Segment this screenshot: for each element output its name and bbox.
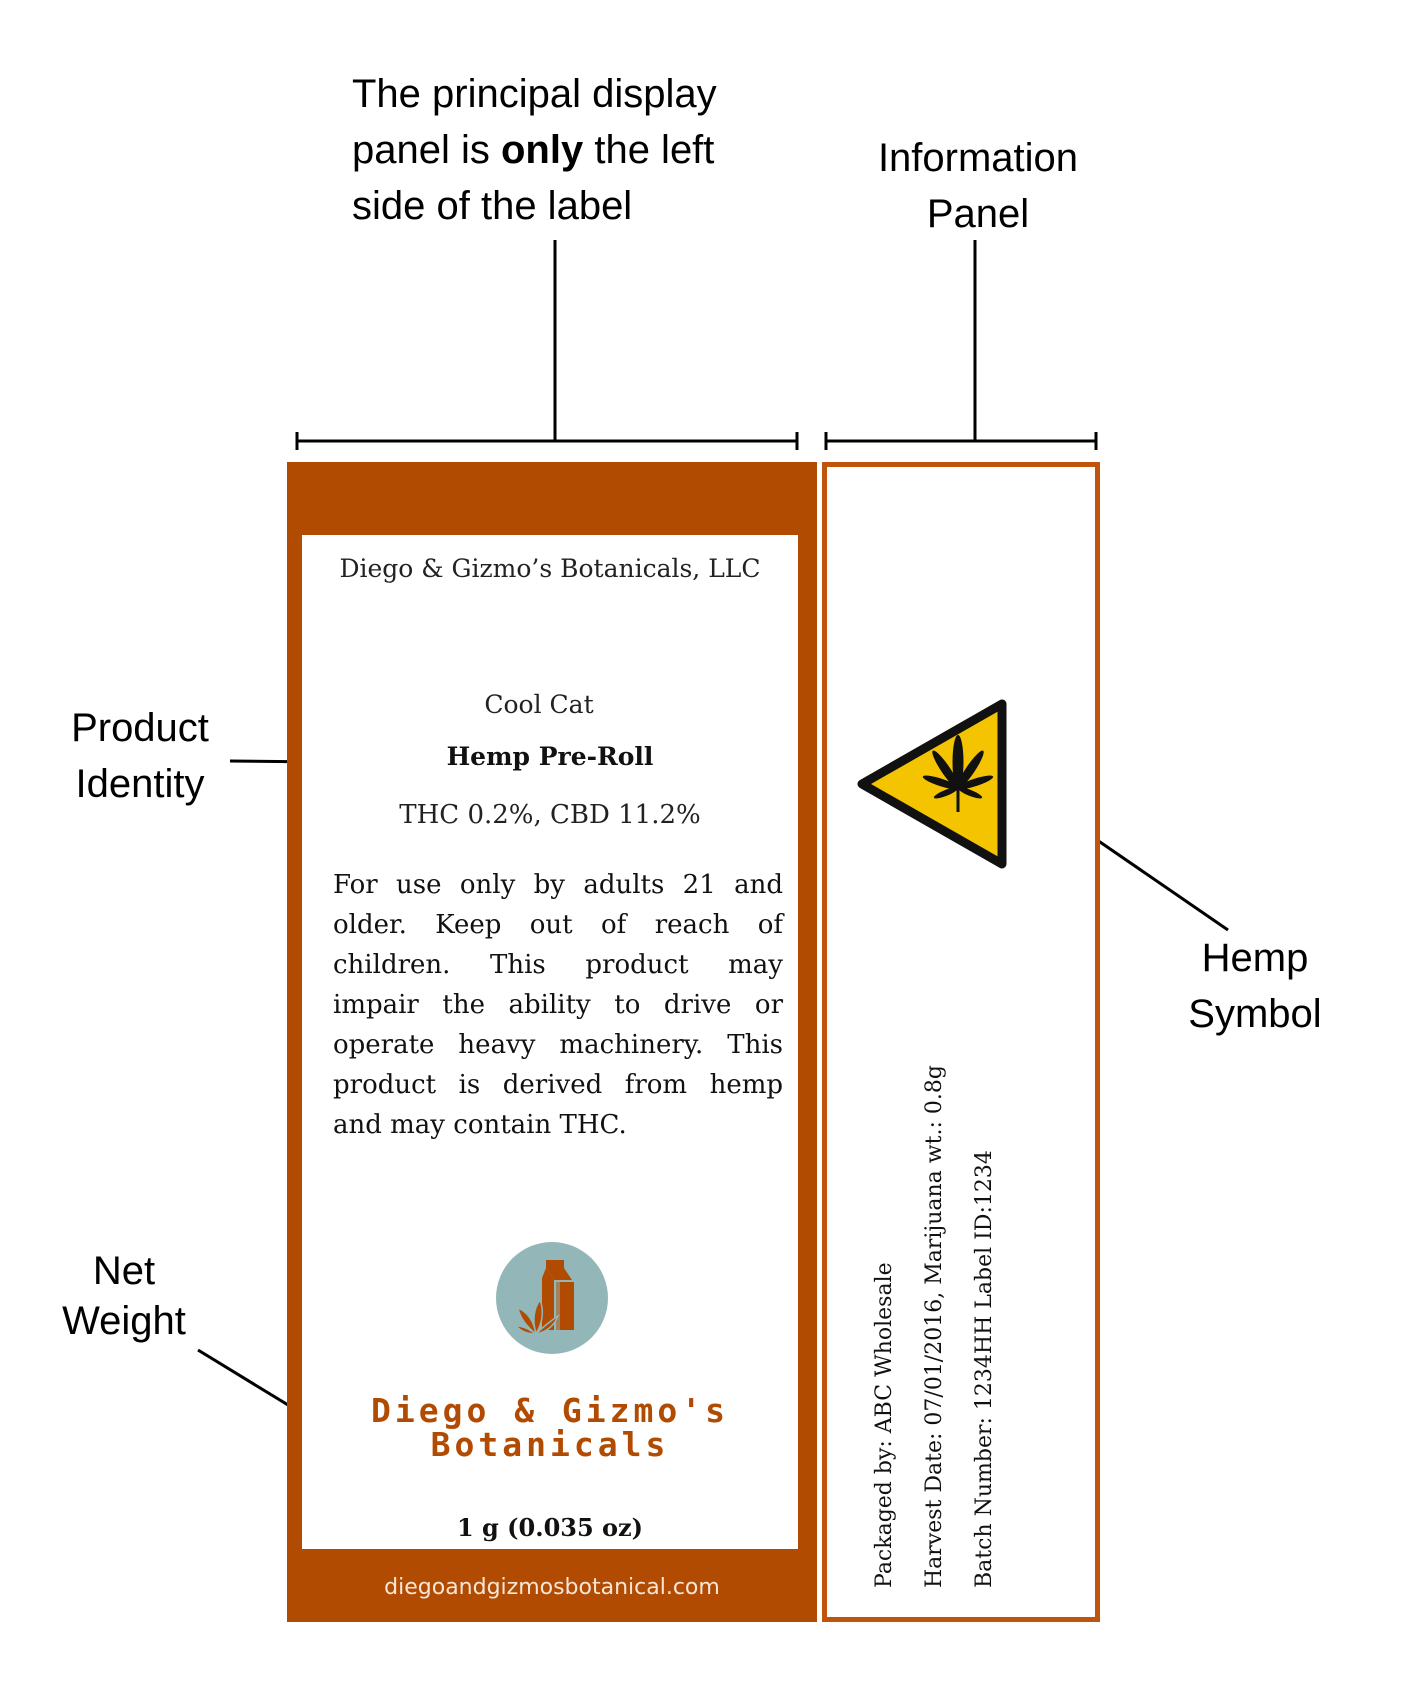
hemp-symbol-callout-line1: Hemp bbox=[1201, 936, 1309, 980]
product-type: Hemp Pre-Roll bbox=[446, 742, 654, 771]
pdp-callout bbox=[352, 66, 756, 234]
brand-line2: Botanicals bbox=[430, 1425, 670, 1464]
info-panel-callout bbox=[858, 130, 1098, 242]
packaged-by: Packaged by: ABC Wholesale bbox=[872, 1262, 897, 1588]
strain-name: Cool Cat bbox=[484, 690, 594, 719]
hemp-warning-icon bbox=[852, 696, 1012, 876]
brand-line1: Diego & Gizmo's bbox=[370, 1391, 729, 1430]
website-link[interactable]: diegoandgizmosbotanical.com bbox=[384, 1575, 720, 1600]
information-panel-text bbox=[860, 1048, 1040, 1588]
company-name: Diego & Gizmo’s Botanicals, LLC bbox=[339, 554, 761, 583]
harvest-date: Harvest Date: 07/01/2016, Marijuana wt.: 0.8g bbox=[922, 1065, 947, 1588]
product-identity-callout bbox=[40, 700, 240, 812]
net-weight-callout-line1: Net bbox=[92, 1249, 156, 1293]
pdp-callout-line1: The principal display bbox=[352, 72, 717, 116]
info-panel-callout-line2: Panel bbox=[926, 192, 1030, 236]
warning-statement: For use only by adults 21 and older. Keep out of reach of children. This product may impair the ability to drive or operate heavy machinery. This product is derived from hemp and may contain THC. bbox=[333, 870, 783, 1140]
hemp-symbol-callout-line2: Symbol bbox=[1188, 992, 1322, 1036]
product-identity-callout-line1: Product bbox=[71, 706, 209, 750]
potency: THC 0.2%, CBD 11.2% bbox=[399, 800, 701, 830]
net-weight-callout bbox=[44, 1246, 204, 1346]
brand-logo bbox=[496, 1242, 608, 1354]
pdp-callout-line3: side of the label bbox=[352, 184, 633, 228]
pdp-callout-line2: panel is only the left bbox=[352, 128, 715, 172]
net-weight-callout-line2: Weight bbox=[62, 1299, 186, 1343]
hemp-package-icon bbox=[496, 1242, 608, 1354]
brand-wordmark bbox=[302, 1391, 798, 1464]
product-identity-callout-line2: Identity bbox=[75, 762, 205, 806]
info-panel-callout-line1: Information bbox=[877, 136, 1079, 180]
net-quantity: 1 g (0.035 oz) bbox=[456, 1513, 644, 1542]
batch-number: Batch Number: 1234HH Label ID:1234 bbox=[972, 1150, 997, 1588]
hemp-symbol-callout bbox=[1160, 930, 1350, 1042]
